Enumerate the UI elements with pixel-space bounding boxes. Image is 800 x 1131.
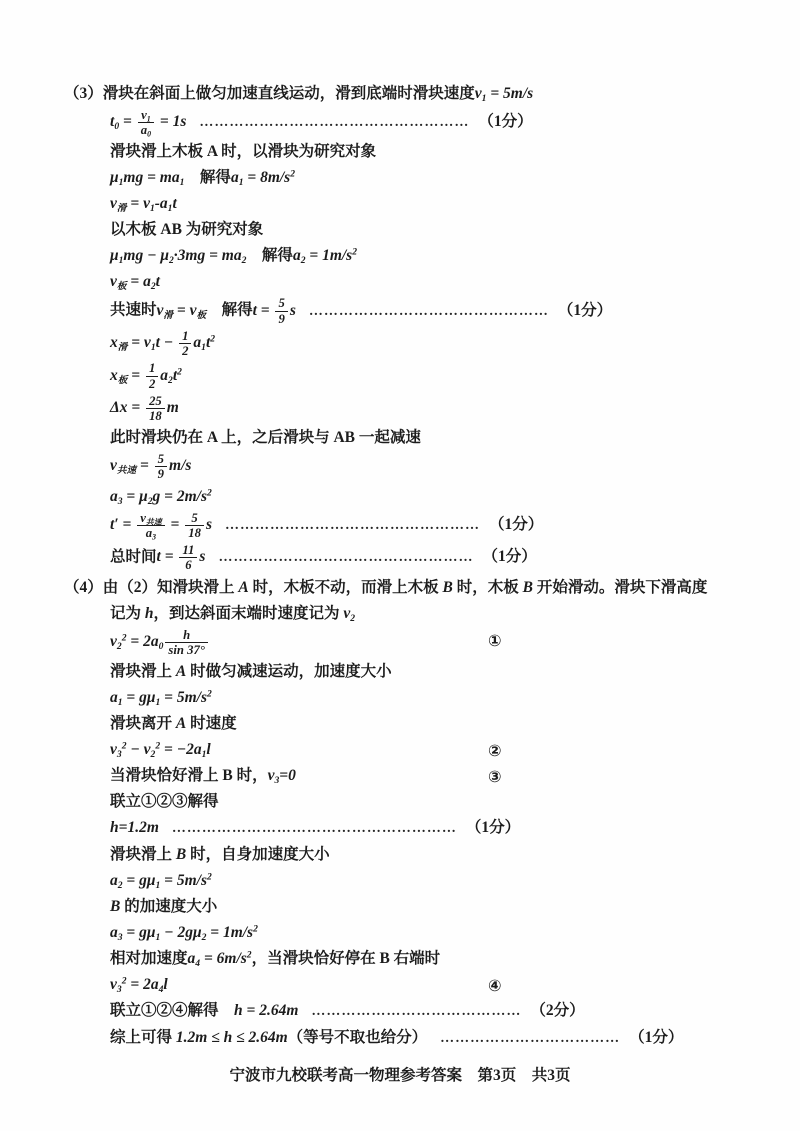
content-line xyxy=(64,543,764,572)
math-segment: h = 2.64m xyxy=(234,1001,299,1019)
math-segment: $v_3=0$ xyxy=(267,766,296,786)
fraction: $\frac{25}{18}$ xyxy=(146,394,165,423)
text-segment: ，当滑块恰好停在 B 右端时 xyxy=(251,949,441,967)
text-segment: 总时间 xyxy=(110,548,157,566)
text-segment: 以木板 AB 为研究对象 xyxy=(110,221,264,239)
content-line xyxy=(64,166,764,189)
math-segment: A xyxy=(175,714,187,732)
text-segment: （等号不取也给分） xyxy=(287,1028,428,1046)
text-segment: 滑块离开 xyxy=(110,714,176,732)
fraction: $\frac{v_1}{a_0}$ xyxy=(138,108,154,137)
dot-leader: …………………………………………… xyxy=(218,550,474,566)
dot-leader: ……………………………………………… xyxy=(199,115,470,131)
score-label: （1分） xyxy=(465,818,521,836)
text-segment: 相对加速度 xyxy=(110,949,188,967)
content-line xyxy=(64,628,764,657)
text-segment: 时速度 xyxy=(186,714,237,732)
math-segment: A xyxy=(238,578,249,596)
content-line xyxy=(64,660,764,683)
text-segment: 记为 xyxy=(110,604,145,622)
text-segment: 时做匀减速运动，加速度大小 xyxy=(186,662,392,680)
math-segment: B xyxy=(175,845,187,863)
text-segment: 综上可得 xyxy=(110,1028,176,1046)
equation-tag: ④ xyxy=(488,975,502,995)
equation-tag: ③ xyxy=(488,766,502,786)
text-segment: 联立①②④解得 xyxy=(110,1001,235,1019)
text-segment: 滑块滑上木板 A 时，以滑块为研究对象 xyxy=(110,143,377,161)
content-line xyxy=(64,576,764,599)
math-segment: $x_板$ = $\frac{1}{2}$ $a_2t^2$ xyxy=(110,361,182,391)
score-label: （1分） xyxy=(629,1028,684,1046)
math-segment: B xyxy=(442,578,453,596)
content-line xyxy=(64,511,764,540)
text-segment: ，到达斜面末端时速度记为 xyxy=(153,604,344,622)
fraction: $\frac{1}{2}$ xyxy=(179,329,191,358)
math-segment: B xyxy=(522,578,533,596)
math-segment: h xyxy=(144,604,154,622)
math-segment: $v_滑 = v_板$ xyxy=(156,301,207,321)
dot-leader: ……………………………… xyxy=(440,1030,621,1046)
score-label: （1分） xyxy=(488,515,544,533)
fraction: $\frac{5}{18}$ xyxy=(185,511,204,540)
content-line xyxy=(64,192,764,215)
math-segment: $v_3^2 = 2a_4l$ xyxy=(110,975,168,995)
math-segment: Δx = $\frac{25}{18}$ m xyxy=(110,393,179,423)
math-segment: A xyxy=(175,662,187,680)
text-segment: 共速时 xyxy=(110,301,157,319)
dot-leader: ………………………………………… xyxy=(308,303,549,319)
content-line xyxy=(64,843,764,866)
math-segment: $v_滑 = v_1-a_1t$ xyxy=(110,195,177,215)
math-segment: $a_2 = 1m/s^2$ xyxy=(292,247,358,267)
content-line xyxy=(64,973,764,996)
fraction: $\frac{h}{\sin 37^\circ}$ xyxy=(165,628,208,657)
content-line xyxy=(64,108,764,137)
text-segment: 解得 xyxy=(246,247,293,265)
math-segment: $x_滑 = v_1t$ − $\frac{1}{2}$ $a_1t^2$ xyxy=(110,328,216,359)
math-segment: $v_1 = 5m/s$ xyxy=(474,85,534,104)
score-label: （1分） xyxy=(482,548,537,566)
math-segment: $\mu_1mg - \mu_2\cdot 3mg = ma_2$ xyxy=(110,247,247,267)
math-segment: t = $\frac{11}{6}$ s xyxy=(156,543,206,573)
text-segment: （3）滑块在斜面上做匀加速直线运动，滑到底端时滑块速度 xyxy=(64,85,475,102)
content-line xyxy=(64,361,764,390)
content-line xyxy=(64,602,764,625)
score-label: （1分） xyxy=(478,113,533,131)
content-line xyxy=(64,426,764,449)
text-segment: 时，自身加速度大小 xyxy=(186,845,330,863)
fraction: $\frac{11}{6}$ xyxy=(179,543,197,572)
content-line xyxy=(64,270,764,293)
text-segment: 解得 xyxy=(206,301,253,319)
text-segment: 滑块滑上 xyxy=(110,662,176,680)
content-line xyxy=(64,82,764,105)
fraction: $\frac{1}{2}$ xyxy=(146,361,158,390)
math-segment: t = $\frac{5}{9}$ s xyxy=(252,296,296,326)
content-line xyxy=(64,764,764,787)
content-line xyxy=(64,394,764,423)
score-label: （2分） xyxy=(530,1001,585,1019)
math-segment: $v_{共速}$ = $\frac{5}{9}$ m/s xyxy=(110,452,192,482)
content-line xyxy=(64,999,764,1023)
equation-tag: ② xyxy=(488,740,502,760)
score-label: （1分） xyxy=(557,301,613,319)
content-line xyxy=(64,712,764,735)
content-line xyxy=(64,244,764,267)
text-segment: 的加速度大小 xyxy=(120,897,218,915)
fraction: $\frac{5}{9}$ xyxy=(275,296,287,325)
page-footer: 宁波市九校联考高一物理参考答案 第3页 共3页 xyxy=(229,1067,571,1084)
dot-leader: …………………………………………… xyxy=(224,517,480,533)
content-line xyxy=(64,218,764,241)
content-line xyxy=(64,452,764,481)
math-segment: $\mu_1mg = ma_1$ xyxy=(110,169,185,189)
content-line xyxy=(64,329,764,358)
math-segment: $v_板 = a_2t$ xyxy=(110,273,160,293)
text-segment: （4）由（2）知滑块滑上 xyxy=(64,578,239,596)
math-segment: t′ = $\frac{v_{共速}}{a_3}$ = $\frac{5}{18}$ s xyxy=(110,510,212,542)
text-segment: 时，木板 xyxy=(452,578,523,596)
text-segment: 当滑块恰好滑上 B 时， xyxy=(110,766,268,784)
answer-content xyxy=(64,82,764,1053)
dot-leader: …………………………………… xyxy=(311,1003,522,1019)
content-line xyxy=(64,738,764,761)
text-segment: 解得 xyxy=(184,169,231,187)
math-segment: $a_3 = \mu_2g = 2m/s^2$ xyxy=(110,487,212,507)
text-segment: 时，木板不动，而滑上木板 xyxy=(248,578,443,596)
equation-tag: ① xyxy=(488,630,502,650)
content-line xyxy=(64,686,764,709)
text-segment: 此时滑块仍在 A 上，之后滑块与 AB 一起减速 xyxy=(110,429,421,447)
text-segment: 滑块滑上 xyxy=(110,845,176,863)
text-segment: 开始滑动。滑块下滑高度 xyxy=(532,578,708,596)
content-line xyxy=(64,895,764,918)
fraction: $\frac{v_{共速}}{a_3}$ xyxy=(137,511,164,540)
math-segment: $a_4 = 6m/s^2$ xyxy=(187,949,252,969)
math-segment: $a_1 = g\mu_1 = 5m/s^2$ xyxy=(110,688,212,708)
content-line xyxy=(64,921,764,944)
content-line xyxy=(64,947,764,970)
math-segment: h=1.2m xyxy=(110,818,159,836)
text-segment: 联立①②③解得 xyxy=(110,792,219,810)
math-segment: $v_3^2 - v_2^2 = -2a_1l$ xyxy=(110,740,211,760)
content-line xyxy=(64,869,764,892)
content-line xyxy=(64,816,764,840)
content-line xyxy=(64,485,764,508)
math-segment: B xyxy=(110,897,121,915)
dot-leader: ………………………………………………… xyxy=(171,820,457,836)
math-segment: $v_2$ xyxy=(343,604,356,624)
math-segment: $a_2 = g\mu_1 = 5m/s^2$ xyxy=(110,871,212,891)
math-segment: $t_0$ = $\frac{v_1}{a_0}$ = 1s xyxy=(110,108,187,139)
content-line xyxy=(64,140,764,163)
math-segment: $a_1 = 8m/s^2$ xyxy=(230,169,296,189)
content-line xyxy=(64,790,764,813)
math-segment: $v_2^2 = 2a_0$ $\frac{h}{\sin 37^\circ}$ xyxy=(110,633,210,650)
fraction: $\frac{5}{9}$ xyxy=(155,452,167,481)
content-line xyxy=(64,1026,764,1050)
math-segment: $a_3 = g\mu_1 - 2g\mu_2 = 1m/s^2$ xyxy=(110,923,258,943)
math-segment: 1.2m ≤ h ≤ 2.64m xyxy=(175,1028,288,1046)
content-line xyxy=(64,296,764,325)
